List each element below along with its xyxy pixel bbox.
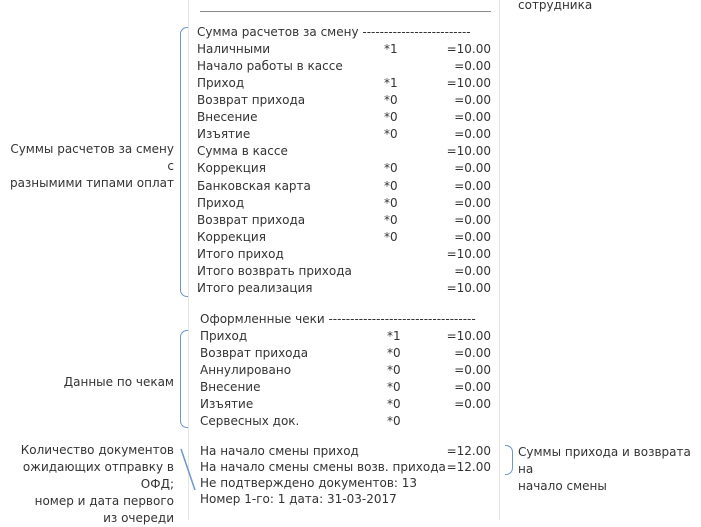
annotation-docs-line4: из очереди xyxy=(103,511,174,525)
shift-refund-amount: =12.00 xyxy=(446,460,491,474)
check-amount: =0.00 xyxy=(454,363,491,377)
annotation-docs-line1: Количество документов xyxy=(20,443,174,457)
docs-first: Номер 1-го: 1 дата: 31-03-2017 xyxy=(200,492,397,506)
check-count: *0 xyxy=(387,380,401,394)
shift-income-amount: =12.00 xyxy=(446,444,491,458)
check-label: Внесение xyxy=(200,380,261,394)
sum-label: Начало работы в кассе xyxy=(197,59,343,74)
check-amount: =0.00 xyxy=(454,397,491,411)
sum-amount: =0.00 xyxy=(454,229,491,244)
sum-count: *0 xyxy=(384,195,398,210)
sum-count: *0 xyxy=(384,110,398,125)
sum-amount: =0.00 xyxy=(454,212,491,227)
sum-count: *0 xyxy=(384,161,398,176)
sum-amount: =0.00 xyxy=(454,178,491,193)
sum-count: *0 xyxy=(384,93,398,108)
sum-amount: =0.00 xyxy=(454,195,491,210)
sum-label: Внесение xyxy=(197,110,258,125)
annotation-docs-line2: ожидающих отправку в ОФД; xyxy=(22,460,174,491)
sum-count: *0 xyxy=(384,229,398,244)
annotation-sums xyxy=(0,141,174,192)
sum-amount: =0.00 xyxy=(454,110,491,125)
sum-label: Приход xyxy=(197,76,245,91)
sum-amount: =0.00 xyxy=(454,263,491,278)
annotation-sums-line1: Суммы расчетов за смену с xyxy=(10,142,174,173)
sum-amount: =10.00 xyxy=(446,42,491,56)
check-amount: =0.00 xyxy=(454,346,491,360)
sum-label: Изъятие xyxy=(197,127,251,142)
check-label: Приход xyxy=(200,329,248,343)
sum-label: Сумма в кассе xyxy=(197,144,288,159)
sum-label: Коррекция xyxy=(197,161,266,176)
sum-count: *0 xyxy=(384,178,398,193)
annotation-docs-line3: номер и дата первого xyxy=(34,494,174,508)
shift-refund-label: На начало смены смены возв. прихода xyxy=(200,460,446,474)
check-count: *0 xyxy=(387,363,401,377)
sum-amount: =10.00 xyxy=(446,280,491,295)
sum-amount: =10.00 xyxy=(446,144,491,159)
sum-amount: =0.00 xyxy=(454,59,491,74)
check-label: Сервесных док. xyxy=(200,414,300,428)
sum-count: *0 xyxy=(384,212,398,227)
annotation-shift xyxy=(518,444,701,495)
sum-amount: =10.00 xyxy=(446,76,491,91)
check-label: Возврат прихода xyxy=(200,346,309,360)
sum-amount: =0.00 xyxy=(454,127,491,142)
annotation-sums-line2: разнымими типами оплат xyxy=(9,176,174,190)
check-amount: =10.00 xyxy=(446,329,491,343)
sum-count: *0 xyxy=(384,127,398,142)
sum-label: Банковская карта xyxy=(197,178,311,193)
sum-label: Итого реализация xyxy=(197,280,313,295)
check-count: *0 xyxy=(387,397,401,411)
annotation-checks: Данные по чекам xyxy=(63,375,174,389)
sum-amount: =0.00 xyxy=(454,161,491,176)
docs-unconfirmed: Не подтверждено документов: 13 xyxy=(200,476,418,490)
shift-income-label: На начало смены приход xyxy=(200,444,359,458)
sum-count: *1 xyxy=(384,76,398,91)
sum-label: Коррекция xyxy=(197,229,266,244)
check-label: Изъятие xyxy=(200,397,254,411)
annotation-shift-line2: начало смены xyxy=(518,479,607,493)
sum-label: Приход xyxy=(197,195,245,210)
sum-label: Наличными xyxy=(197,42,271,56)
check-count: *1 xyxy=(387,329,401,343)
sum-amount: =0.00 xyxy=(454,93,491,108)
sum-amount: =10.00 xyxy=(446,246,491,261)
sum-label: Итого возврать прихода xyxy=(197,263,352,278)
checks-section-title: Оформленные чеки ---------------------------------- xyxy=(200,312,476,326)
header-right-text: сотрудника xyxy=(518,0,593,12)
sum-label: Итого приход xyxy=(197,246,284,261)
sum-label: Возврат прихода xyxy=(197,212,306,227)
check-count: *0 xyxy=(387,414,401,428)
sum-count: *1 xyxy=(384,42,398,56)
check-amount: =0.00 xyxy=(454,380,491,394)
sum-section-title: Сумма расчетов за смену ------------------------- xyxy=(197,25,471,39)
check-count: *0 xyxy=(387,346,401,360)
annotation-docs xyxy=(0,442,174,527)
annotation-shift-line1: Суммы прихода и возврата на xyxy=(518,445,691,476)
sum-label: Возврат прихода xyxy=(197,93,306,108)
check-label: Аннулировано xyxy=(200,363,292,377)
